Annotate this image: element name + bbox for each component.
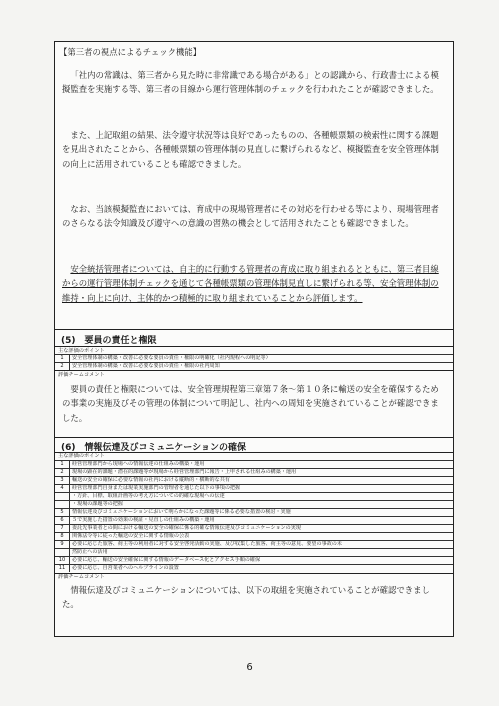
document-frame <box>54 41 454 637</box>
point-number: 3 <box>55 477 70 485</box>
point-number: 1 <box>55 355 70 363</box>
point-row <box>55 549 453 557</box>
point-text: ・方針、目標、取組計画等の考え方についての的確な現場への伝達 <box>70 493 454 501</box>
point-text: 安全管理体制の構築・改善に必要な要員の責任・権限の社内周知 <box>70 363 454 371</box>
point-number <box>55 501 70 509</box>
paragraph-2: また、上記取組の結果、法令遵守状況等は良好であったものの、各種帳票類の検索性に関する課題を見出されたことから、各種帳票類の管理体制の見直しに繋げられるなど、模擬監査を安全管理体制の向上に活用されていることも確認できました。 <box>62 130 439 169</box>
point-number: 4 <box>55 485 70 493</box>
point-row <box>55 461 453 469</box>
point-text: 経営管理部門自身または現業実施部門の管理者を通じた以下の事項の把握 <box>70 485 454 493</box>
point-text: 現場の顕在的課題・潜在的課題等が現場から経営管理部門に報告・上申される仕組みの構築・運用 <box>70 469 454 477</box>
points-label: 主な評価のポイント <box>58 348 105 354</box>
section-5-points <box>55 354 453 370</box>
point-text: 関係法令等に従った輸送の安全に関する情報の公表 <box>70 533 454 541</box>
point-number: 6 <box>55 517 70 525</box>
section-6-comment: 情報伝達及びコミュニケーションについては、以下の取組を実施されていることが確認できました。 <box>62 585 430 610</box>
divider <box>55 370 453 371</box>
third-party-check-section <box>55 42 453 329</box>
point-number <box>55 549 70 557</box>
point-row <box>55 363 453 371</box>
point-row <box>55 517 453 525</box>
point-row <box>55 565 453 573</box>
point-text: 必要に応じた旅客、荷主等の利用者に対する安全啓発活動の実施、及び収集した旅客、荷主等の意見、要望の事故の未 <box>70 541 454 549</box>
point-row <box>55 485 453 493</box>
paragraph-3: なお、当該模擬監査においては、育成中の現場管理者にその対応を行わせる等により、現場管理者のさらなる法令知識及び遵守への意識の習熟の機会として活用されたことも確認できました。 <box>62 204 439 229</box>
point-number: 5 <box>55 509 70 517</box>
point-text: 必要に応じ、自営業者へのヘルプラインの設置 <box>70 565 454 573</box>
point-number: 7 <box>55 525 70 533</box>
divider <box>55 573 453 574</box>
divider <box>55 346 453 347</box>
divider <box>55 452 453 453</box>
point-text: 委託先事業者との間における輸送の安全の確保に係る的確な情報伝達及びコミュニケーションの実現 <box>70 525 454 533</box>
section-heading: 【第三者の視点によるチェック機能】 <box>59 47 202 57</box>
section-5-comment: 要員の責任と権限については、安全管理規程第三章第７条～第１０条に輸送の安全を確保するための事業の実施及びその管理の体制について明記し、社内への周知を実施されていることが確認できました。 <box>62 384 439 423</box>
point-row <box>55 525 453 533</box>
point-number: 1 <box>55 461 70 469</box>
point-text: ・現場の課題等の把握 <box>70 501 454 509</box>
comment-label: 評価チームコメント <box>58 372 105 378</box>
point-text: ５で実施した措置の効果の検証・見直しの仕組みの構築・運用 <box>70 517 454 525</box>
section-5-title: (5) 要員の責任と権限 <box>61 336 157 346</box>
point-text: 必要に応じ、輸送の安全確保に関する情報のデータベース化とアクセス手順の確保 <box>70 557 454 565</box>
divider <box>55 329 453 330</box>
point-number: 10 <box>55 557 70 565</box>
point-row <box>55 509 453 517</box>
points-label: 主な評価のポイント <box>58 453 105 459</box>
paragraph-1: 「社内の常識は、第三者から見た時に非常識である場合がある」との認識から、行政書士による模擬監査を実施する等、第三者の目線から運行管理体制のチェックを行われたことが確認できました。 <box>62 70 439 95</box>
point-row <box>55 533 453 541</box>
point-row <box>55 557 453 565</box>
point-row <box>55 541 453 549</box>
page-number: 6 <box>246 662 253 673</box>
point-text: 輸送の安全の確保に必要な情報の社内における縦断的・横断的な共有 <box>70 477 454 485</box>
section-6-points <box>55 460 453 572</box>
evaluation-paragraph: 安全統括管理者については、自主的に行動する管理者の育成に取り組まれるとともに、第三者目線からの運行管理体制チェックを通じて各種帳票類の管理体制見直しに繋げられる等、安全管理体制の維持・向上に向け、主体的かつ積極的に取り組まれていることから評価します。 <box>62 264 439 303</box>
point-text: 然防止への活用 <box>70 549 454 557</box>
point-row <box>55 469 453 477</box>
section-6-title: (6) 情報伝達及びコミュニケーションの確保 <box>61 443 246 453</box>
divider <box>55 437 453 438</box>
point-row <box>55 355 453 363</box>
point-number <box>55 493 70 501</box>
point-text: 安全管理体制の構築・改善に必要な要員の責任・権限の明確化（社内規程への明記等） <box>70 355 454 363</box>
point-number: 11 <box>55 565 70 573</box>
point-row <box>55 493 453 501</box>
comment-label: 評価チームコメント <box>58 574 105 580</box>
point-row <box>55 477 453 485</box>
point-number: 8 <box>55 533 70 541</box>
point-number: 9 <box>55 541 70 549</box>
point-text: 経営管理部門から現場への情報伝達の仕組みの構築・運用 <box>70 461 454 469</box>
point-number: 2 <box>55 363 70 371</box>
point-row <box>55 501 453 509</box>
point-number: 2 <box>55 469 70 477</box>
point-text: 情報伝達及びコミュニケーションにおいて明らかになった課題等に係る必要な措置の検討・実施 <box>70 509 454 517</box>
